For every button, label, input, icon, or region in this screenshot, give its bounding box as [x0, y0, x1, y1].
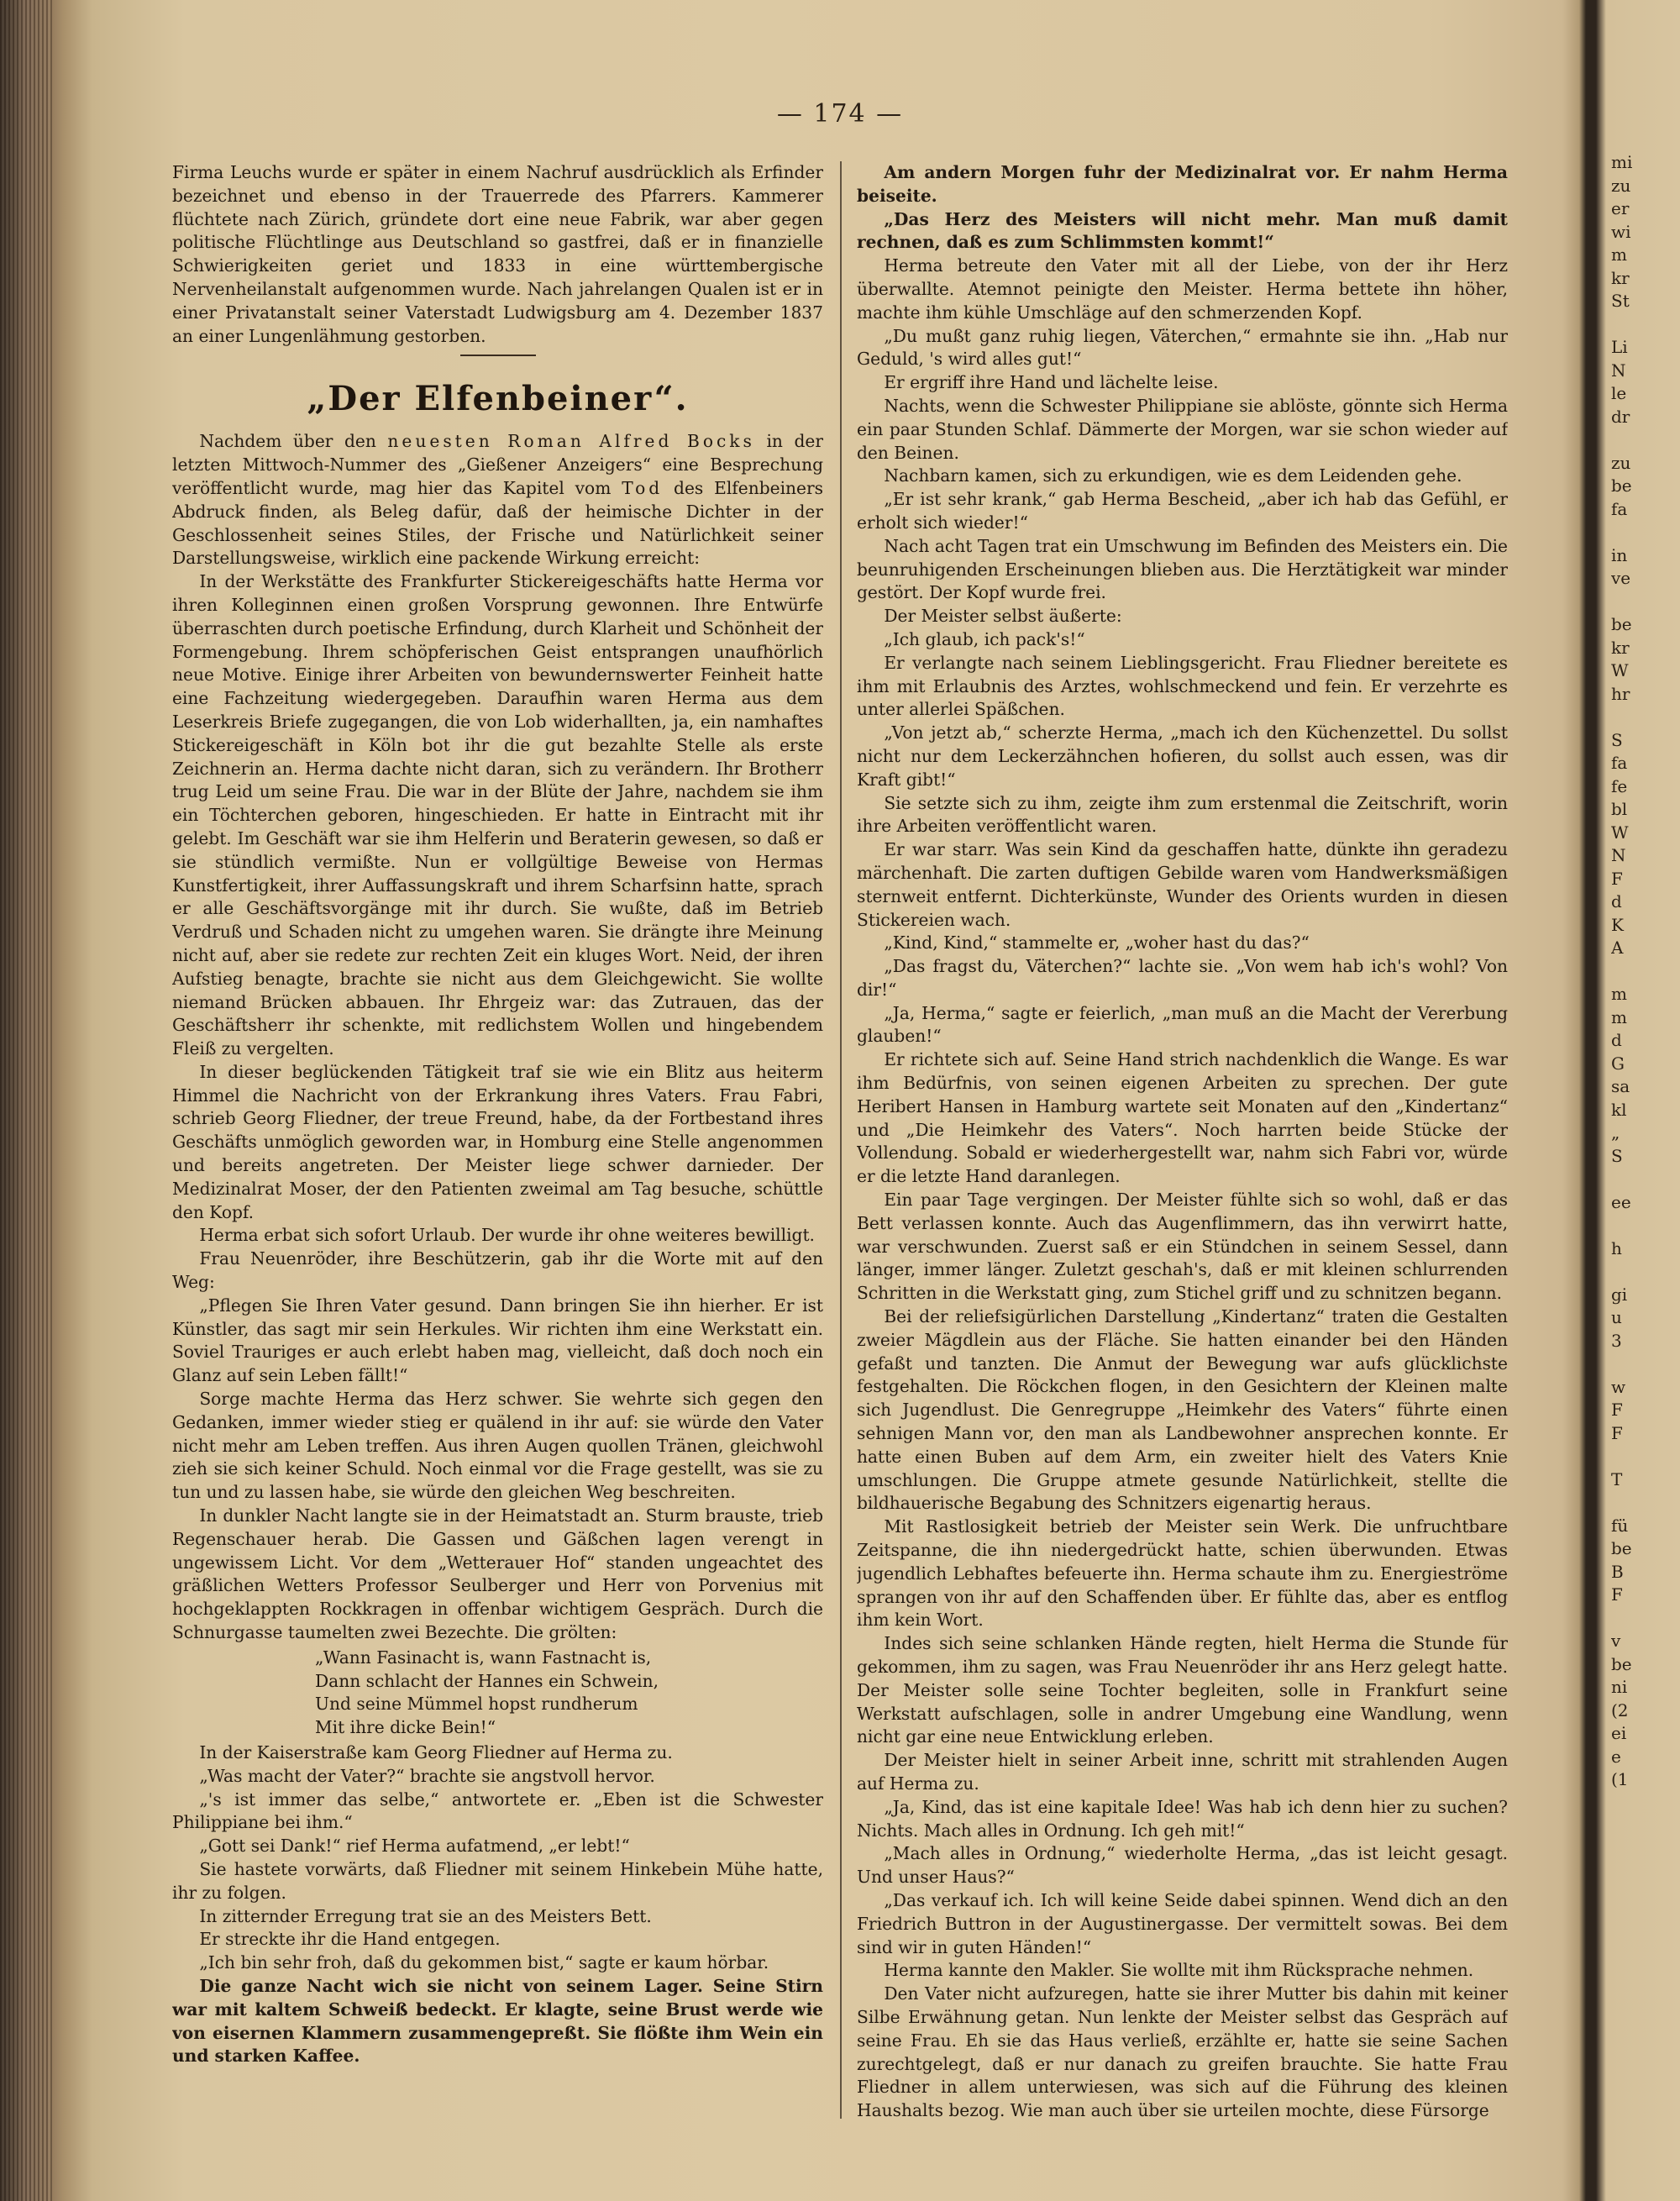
neighbor-line-fragment: m — [1611, 244, 1627, 265]
body-paragraph: „Du mußt ganz ruhig liegen, Väterchen,“ ermahnte sie ihn. „Hab nur Geduld, 's wird alles gut!“ — [857, 325, 1508, 370]
poem-line: Mit ihre dicke Bein!“ — [315, 1717, 496, 1738]
neighbor-line-fragment: zu — [1611, 452, 1631, 473]
neighbor-line-fragment: 3 — [1611, 1330, 1622, 1351]
body-paragraph: Der Meister hielt in seiner Arbeit inne, schritt mit strahlenden Augen auf Herma zu. — [857, 1750, 1508, 1794]
body-paragraph: „Was macht der Vater?“ brachte sie angstvoll hervor. — [199, 1765, 655, 1786]
body-paragraph: Am andern Morgen fuhr der Medizinalrat vor. Er nahm Herma beiseite. — [857, 162, 1508, 206]
neighbor-line-fragment: u — [1611, 1307, 1622, 1327]
neighbor-line-fragment: S — [1611, 729, 1623, 750]
body-paragraph: „Mach alles in Ordnung,“ wiederholte Herma, „das ist leicht gesagt. Und unser Haus?“ — [857, 1843, 1508, 1888]
body-paragraph: Nach acht Tagen trat ein Umschwung im Befinden des Meisters ein. Die beunruhigenden Erscheinungen blieben aus. Die Herztätigkeit war minder gestört. Der Kopf wurde frei. — [857, 535, 1508, 603]
neighbor-line-fragment: F — [1611, 1584, 1623, 1605]
neighbor-line-fragment: N — [1611, 360, 1626, 381]
body-paragraph: Der Meister selbst äußerte: — [884, 606, 1122, 627]
neighbor-line-fragment — [1611, 521, 1670, 544]
book-page-edges — [0, 0, 52, 2201]
neighbor-line-fragment — [1611, 591, 1670, 614]
body-paragraph: „Kind, Kind,“ stammelte er, „woher hast du das?“ — [884, 932, 1310, 953]
neighbor-line-fragment: ve — [1611, 568, 1631, 588]
neighbor-line-fragment: fa — [1611, 753, 1628, 773]
body-paragraph: „Er ist sehr krank,“ gab Herma Bescheid, „aber ich hab das Gefühl, er erholt sich wieder!“ — [857, 489, 1508, 533]
lead-author-title: neuesten Roman Alfred Bocks — [387, 431, 755, 452]
lead-end: des Elfenbeiners Abdruck finden, als Beleg dafür, daß der heimische Dichter in der Geschlossenheit seines Stiles, der Frische und Natürlichkeit seiner Darstellungsweise, wirklich eine packende Wirkung erreicht: — [172, 477, 823, 569]
poem-line: „Wann Fasinacht is, wann Fastnacht is, — [315, 1647, 652, 1668]
neighbor-line-fragment: w — [1611, 1376, 1626, 1397]
neighbor-line-fragment: kl — [1611, 1099, 1627, 1120]
neighbor-line-fragment: in — [1611, 544, 1628, 565]
left-column — [172, 161, 823, 2161]
neighbor-line-fragment: Li — [1611, 337, 1628, 357]
neighbor-line-fragment: d — [1611, 1030, 1622, 1050]
body-paragraph: „Ja, Kind, das ist eine kapitale Idee! Was hab ich denn hier zu suchen? Nichts. Mach alles in Ordnung. Ich geh mit!“ — [857, 1796, 1508, 1841]
body-paragraph: In zitternder Erregung trat sie an des Meisters Bett. — [199, 1905, 652, 1926]
body-paragraph: „Ich bin sehr froh, daß du gekommen bist,“ sagte er kaum hörbar. — [199, 1952, 769, 1973]
neighbor-line-fragment: d — [1611, 891, 1622, 911]
neighbor-line-fragment: F — [1611, 1400, 1623, 1420]
body-paragraph: Sie setzte sich zu ihm, zeigte ihm zum erstenmal die Zeitschrift, worin ihre Arbeiten veröffentlicht waren. — [857, 792, 1508, 837]
neighbor-line-fragment: wi — [1611, 221, 1631, 242]
neighbor-line-fragment: gi — [1611, 1284, 1628, 1305]
lead-rest: in der letzten Mittwoch-Nummer des „Gießener Anzeigers“ eine Besprechung veröffentlicht wurde, mag hier das Kapitel vom — [172, 431, 823, 498]
neighbor-line-fragment: e — [1611, 1746, 1621, 1767]
poem-verse — [315, 1647, 823, 1740]
neighbor-line-fragment: kr — [1611, 637, 1630, 658]
neighbor-line-fragment: N — [1611, 845, 1626, 865]
body-paragraph: In der Kaiserstraße kam Georg Fliedner auf Herma zu. — [199, 1742, 673, 1762]
body-paragraph: Nachts, wenn die Schwester Philippiane sie ablöste, gönnte sich Herma ein paar Stunden Schlaf. Dämmerte der Morgen, war sie schon wieder auf den Beinen. — [857, 395, 1508, 463]
neighbor-line-fragment: K — [1611, 914, 1624, 935]
body-paragraph: Ein paar Tage vergingen. Der Meister fühlte sich so wohl, daß er das Bett verlassen konnte. Auch das Augenflimmern, das ihn verwirrt hatte, war verschwunden. Zuerst saß er ein Stündchen in seinem Sessel, dann länger, immer länger. Zuletzt geschah's, daß er mit kleinen schlurrenden Schritten in die Werkstatt ging, zum Stichel griff und zu schnitzen begann. — [857, 1190, 1508, 1304]
neighbor-line-fragment — [1611, 428, 1670, 452]
body-paragraph: „Pflegen Sie Ihren Vater gesund. Dann bringen Sie ihn hierher. Er ist Künstler, das sagt mir sein Herkules. Wir richten ihm eine Werkstatt ein. Soviel Trauriges er auch erlebt haben mag, vielleicht, daß doch noch ein Glanz auf sein Leben fällt!“ — [172, 1295, 823, 1386]
body-paragraph: „Ich glaub, ich pack's!“ — [884, 628, 1085, 649]
neighbor-line-fragment: fa — [1611, 498, 1628, 519]
body-paragraph: Er streckte ihr die Hand entgegen. — [199, 1929, 501, 1950]
body-paragraph: Herma erbat sich sofort Urlaub. Der wurde ihr ohne weiteres bewilligt. — [199, 1225, 815, 1246]
article-heading: „Der Elfenbeiner“. — [307, 379, 689, 419]
neighbor-line-fragment: fü — [1611, 1515, 1629, 1536]
body-paragraph: „Das Herz des Meisters will nicht mehr. Man muß damit rechnen, daß es zum Schlimmsten kommt!“ — [857, 208, 1508, 253]
neighbor-line-fragment: be — [1611, 1653, 1632, 1674]
body-paragraph: Er ergriff ihre Hand und lächelte leise. — [884, 372, 1219, 393]
neighbor-line-fragment: W — [1611, 822, 1629, 843]
page-number: — 174 — — [776, 99, 904, 129]
neighbor-line-fragment: „ — [1611, 1122, 1620, 1143]
neighbor-line-fragment: ni — [1611, 1677, 1628, 1697]
lead-paragraph — [172, 430, 823, 570]
neighbor-line-fragment: h — [1611, 1237, 1622, 1258]
neighbor-line-fragment — [1611, 1445, 1670, 1468]
neighbor-line-fragment: hr — [1611, 683, 1630, 704]
column-rule — [840, 161, 842, 2119]
body-paragraph: In dunkler Nacht langte sie in der Heimatstadt an. Sturm brauste, trieb Regenschauer herab. Die Gassen und Gäßchen lagen verengt in ungewissem Licht. Vor dem „Wetterauer Hof“ standen ungeachtet des gräßlichen Wetters Professor Seulberger und Herr von Porvenius mit hochgeklappten Rockkragen in offenbar wichtigem Gespräch. Durch die Schnurgasse taumelten zwei Bezechte. Die grölten: — [172, 1505, 823, 1643]
body-paragraph: Er verlangte nach seinem Lieblingsgericht. Frau Fliedner bereitete es ihm mit Erlaubnis des Arztes, wohlschmeckend und fein. Er verzehrte es unter allerlei Späßchen. — [857, 652, 1508, 720]
body-paragraph: „Das fragst du, Väterchen?“ lachte sie. „Von wem hab ich's wohl? Von dir!“ — [857, 956, 1508, 1000]
body-paragraph: „Von jetzt ab,“ scherzte Herma, „mach ich den Küchenzettel. Du sollst nicht nur dem Leckerzähnchen hofieren, du sollst auch essen, was dir Kraft gibt!“ — [857, 722, 1508, 790]
neighbor-line-fragment — [1611, 706, 1670, 729]
newspaper-page — [172, 99, 1508, 2166]
neighbor-line-fragment: be — [1611, 475, 1632, 496]
body-paragraph: Er richtete sich auf. Seine Hand strich nachdenklich die Wange. Es war ihm Bedürfnis, von seinen eigenen Arbeiten zu sprechen. Der gute Heribert Hansen in Hamburg wartete seit Monaten auf den „Kindertanz“ und „Die Heimkehr des Vaters“. Noch harrten beide Stücke der Vollendung. Sobald er wiederhergestellt war, nahm sich Fabri vor, würde er die letzte Hand daranlegen. — [857, 1049, 1508, 1187]
neighbor-line-fragment: le — [1611, 383, 1627, 403]
right-column — [857, 161, 1508, 2161]
neighbor-line-fragment: ee — [1611, 1191, 1631, 1212]
body-paragraph: Bei der reliefsigürlichen Darstellung „Kindertanz“ traten die Gestalten zweier Mägdlein aus der Fläche. Sie hatten einander bei den Händen gefaßt und tanzten. Die Anmut der Bewegung war aufs glücklichste festgehalten. Die Röckchen flogen, in den Gesichtern der Kleinen malte sich Jugendlust. Die Genregruppe „Heimkehr des Vaters“ führte einen sehnigen Mann vor, den man als Landbewohner ansprechen konnte. Er hatte einen Buben auf dem Arm, ein zweiter hielt des Vaters Knie umschlungen. Die Gruppe atmete gesunde Natürlichkeit, stellte die bildhauerische Begabung des Schnitzers eigenartig heraus. — [857, 1306, 1508, 1514]
body-paragraph: Sorge machte Herma das Herz schwer. Sie wehrte sich gegen den Gedanken, immer wieder stieg er quälend in ihr auf: sie würde den Vater nicht mehr am Leben treffen. Aus ihren Augen quollen Tränen, gleichwohl zieh sie sich keiner Schuld. Noch einmal vor die Frage gestellt, was sie zu tun und zu lassen habe, sie würde den gleichen Weg beschreiten. — [172, 1389, 823, 1503]
poem-line: Und seine Mümmel hopst rundherum — [315, 1694, 638, 1715]
lead-start: Nachdem über den — [199, 431, 376, 452]
body-paragraph: In der Werkstätte des Frankfurter Stickereigeschäfts hatte Herma vor ihren Kolleginnen einen großen Vorsprung gewonnen. Ihre Entwürfe überraschten durch poetische Erfindung, durch Klarheit und Schönheit der Formengebung. Ihrem schöpferischen Geist entsprangen unaufhörlich neue Motive. Einige ihrer Arbeiten von bewundernswerter Feinheit hatte eine Fachzeitung wiedergegeben. Daraufhin waren Herma aus dem Leserkreis Briefe zugegangen, die von Lob widerhallten, ja, ein namhaftes Stickereigeschäft in Köln bot ihr die gut bezahlte Stelle als erste Zeichnerin an. Herma dachte nicht daran, sich zu verändern. Ihr Brotherr trug Leid um seine Frau. Die war in der Blüte der Jahre, nachdem sie ihm ein Töchterchen geboren, hingeschieden. Er hatte in Eintracht mit ihr gelebt. Im Geschäft war sie ihm Helferin und Beraterin gewesen, so daß er sie stündlich vermißte. Nun er vollgültige Beweise von Hermas Kunstfertigkeit, ihrer Auffassungskraft und ihrem Scharfsinn hatte, sprach er alle Geschäftsvorgänge mit ihr durch. Sie wußte, daß im Betrieb Verdruß und Schaden nicht zu umgehen waren. Sie drängte ihre Meinung nicht auf, aber sie redete zur rechten Zeit ein kluges Wort. Neid, der ihren Aufstieg benagte, brachte sie nicht aus dem Gleichgewicht. Sie wollte niemand Brücken abbauen. Ihr Ehrgeiz war: das Zutrauen, das der Geschäftsherr ihr schenkte, mit redlichstem Wollen und hingebendem Fleiß zu vergelten. — [172, 571, 823, 1059]
neighbor-line-fragment: F — [1611, 868, 1623, 889]
body-paragraph: „Gott sei Dank!“ rief Herma aufatmend, „er lebt!“ — [199, 1836, 630, 1857]
neighbor-line-fragment: mi — [1611, 152, 1633, 172]
neighbor-line-fragment: m — [1611, 1006, 1627, 1027]
body-paragraph: Nachbarn kamen, sich zu erkundigen, wie es dem Leidenden gehe. — [884, 465, 1462, 486]
neighbor-line-fragment: W — [1611, 660, 1629, 680]
neighbor-line-fragment: fe — [1611, 775, 1628, 796]
neighbor-line-fragment: (1 — [1611, 1769, 1629, 1789]
body-paragraph: Sie hastete vorwärts, daß Fliedner mit seinem Hinkebein Mühe hatte, ihr zu folgen. — [172, 1858, 823, 1903]
body-paragraph: „Ja, Herma,“ sagte er feierlich, „man muß an die Macht der Vererbung glauben!“ — [857, 1002, 1508, 1047]
intro-paragraph: Firma Leuchs wurde er später in einem Nachruf ausdrücklich als Erfinder bezeichnet und ebenso in der Trauerrede des Pfarrers. Kammerer flüchtete nach Zürich, gründete dort eine neue Fabrik, war aber gegen politische Flüchtlinge aus Deutschland so gastfrei, daß er in finanzielle Schwierigkeiten geriet und 1833 in eine württembergische Nervenheilanstalt aufgenommen wurde. Nach jahrelangen Qualen ist er in einer Privatanstalt seiner Vaterstadt Ludwigsburg am 4. Dezember 1837 an einer Lungenlähmung gestorben. — [172, 162, 823, 346]
neighbor-line-fragment: be — [1611, 614, 1632, 634]
neighbor-line-fragment — [1611, 1260, 1670, 1284]
neighbor-line-fragment: dr — [1611, 406, 1630, 427]
neighbor-line-fragment — [1611, 1168, 1670, 1191]
neighbor-line-fragment: ei — [1611, 1723, 1627, 1743]
neighbor-line-fragment: G — [1611, 1053, 1625, 1074]
neighbor-page-fragment — [1611, 151, 1670, 2083]
body-paragraph: Herma betreute den Vater mit all der Liebe, von der ihr Herz überwallte. Atemnot peinigte den Meister. Herma bettete ihn höher, machte ihm kühle Umschläge auf den schmerzenden Kopf. — [857, 255, 1508, 323]
neighbor-line-fragment: m — [1611, 984, 1627, 1004]
neighbor-line-fragment: zu — [1611, 175, 1631, 196]
body-paragraph: Herma kannte den Makler. Sie wollte mit ihm Rücksprache nehmen. — [884, 1960, 1474, 1981]
body-paragraph: Die ganze Nacht wich sie nicht von seinem Lager. Seine Stirn war mit kaltem Schweiß bedeckt. Er klagte, seine Brust werde wie von eisernen Klammern zusammengepreßt. Sie flößte ihm Wein ein und starken Kaffee. — [172, 1975, 823, 2067]
section-divider — [460, 355, 536, 356]
neighbor-line-fragment — [1611, 1353, 1670, 1376]
body-paragraph: In dieser beglückenden Tätigkeit traf sie wie ein Blitz aus heiterm Himmel die Nachricht von der Erkrankung ihres Vaters. Frau Fabri, schrieb Georg Fliedner, der treue Freund, habe, da der Fortbestand ihres Geschäfts unmöglich geworden war, in Homburg eine Stelle angenommen und bereits angetreten. Der Meister liege schwer darnieder. Der Medizinalrat Moser, der den Patienten zweimal am Tag besuche, schüttle den Kopf. — [172, 1061, 823, 1222]
body-paragraph: „Das verkauf ich. Ich will keine Seide dabei spinnen. Wend dich an den Friedrich Buttron in der Augustinergasse. Der vermittelt sowas. Bei dem sind wir in guten Händen!“ — [857, 1889, 1508, 1957]
neighbor-line-fragment: er — [1611, 198, 1630, 218]
body-paragraph: Mit Rastlosigkeit betrieb der Meister sein Werk. Die unfruchtbare Zeitspanne, die ihn niedergedrückt hatte, schien überwunden. Etwas jugendlich Lebhaftes befeuerte ihn. Herma schaute ihm zu. Energieströme sprangen von ihr auf den Schaffenden über. Er fühlte das, aber es entflog ihm kein Wort. — [857, 1516, 1508, 1631]
neighbor-line-fragment: (2 — [1611, 1699, 1629, 1720]
neighbor-line-fragment: S — [1611, 1145, 1623, 1166]
body-paragraph: Indes sich seine schlanken Hände regten, hielt Herma die Stunde für gekommen, ihm zu sagen, was Frau Neuenröder ihr ans Herz gelegt hatte. Der Meister solle seine Tochter begleiten, solle in Frankfurt seine Werkstatt aufschlagen, solle in andrer Umgebung eine Wandlung, wenn nicht gar eine neue Entwicklung erleben. — [857, 1633, 1508, 1747]
neighbor-line-fragment: St — [1611, 291, 1630, 311]
neighbor-line-fragment — [1611, 1491, 1670, 1515]
neighbor-line-fragment: v — [1611, 1631, 1621, 1651]
neighbor-line-fragment: sa — [1611, 1076, 1630, 1096]
neighbor-line-fragment — [1611, 313, 1670, 337]
neighbor-line-fragment: A — [1611, 938, 1624, 958]
body-paragraph: Frau Neuenröder, ihre Beschützerin, gab ihr die Worte mit auf den Weg: — [172, 1248, 823, 1293]
neighbor-line-fragment: bl — [1611, 799, 1628, 819]
neighbor-line-fragment: be — [1611, 1538, 1632, 1558]
body-paragraph: „'s ist immer das selbe,“ antwortete er. „Eben ist die Schwester Philippiane bei ihm.“ — [172, 1789, 823, 1833]
neighbor-line-fragment: kr — [1611, 267, 1630, 288]
poem-line: Dann schlacht der Hannes ein Schwein, — [315, 1670, 659, 1691]
neighbor-line-fragment — [1611, 1607, 1670, 1631]
neighbor-line-fragment: B — [1611, 1561, 1624, 1582]
neighbor-line-fragment: T — [1611, 1468, 1623, 1489]
neighbor-line-fragment — [1611, 1214, 1670, 1237]
neighbor-line-fragment — [1611, 960, 1670, 984]
body-paragraph: Den Vater nicht aufzuregen, hatte sie ihrer Mutter bis dahin mit keiner Silbe Erwähnung getan. Nun lenkte der Meister selbst das Gespräch auf seine Frau. Eh sie das Haus verließ, erzählte er, hatte sie seine Sachen zurechtgelegt, daß er nur danach zu greifen brauchte. Sie hatte Frau Fliedner in allem unterwiesen, was sich auf die Führung des kleinen Haushalts bezog. Wie man auch über sie urteilen mochte, diese Fürsorge — [857, 1983, 1508, 2121]
lead-chapter: Tod — [622, 477, 664, 498]
neighbor-line-fragment: F — [1611, 1422, 1623, 1443]
body-paragraph: Er war starr. Was sein Kind da geschaffen hatte, dünkte ihn geradezu märchenhaft. Die zarten duftigen Gebilde waren vom Handwerksmäßigen sternweit entfernt. Dichterkünste, Wunder des Orients wurden in diesen Stickereien wach. — [857, 839, 1508, 930]
